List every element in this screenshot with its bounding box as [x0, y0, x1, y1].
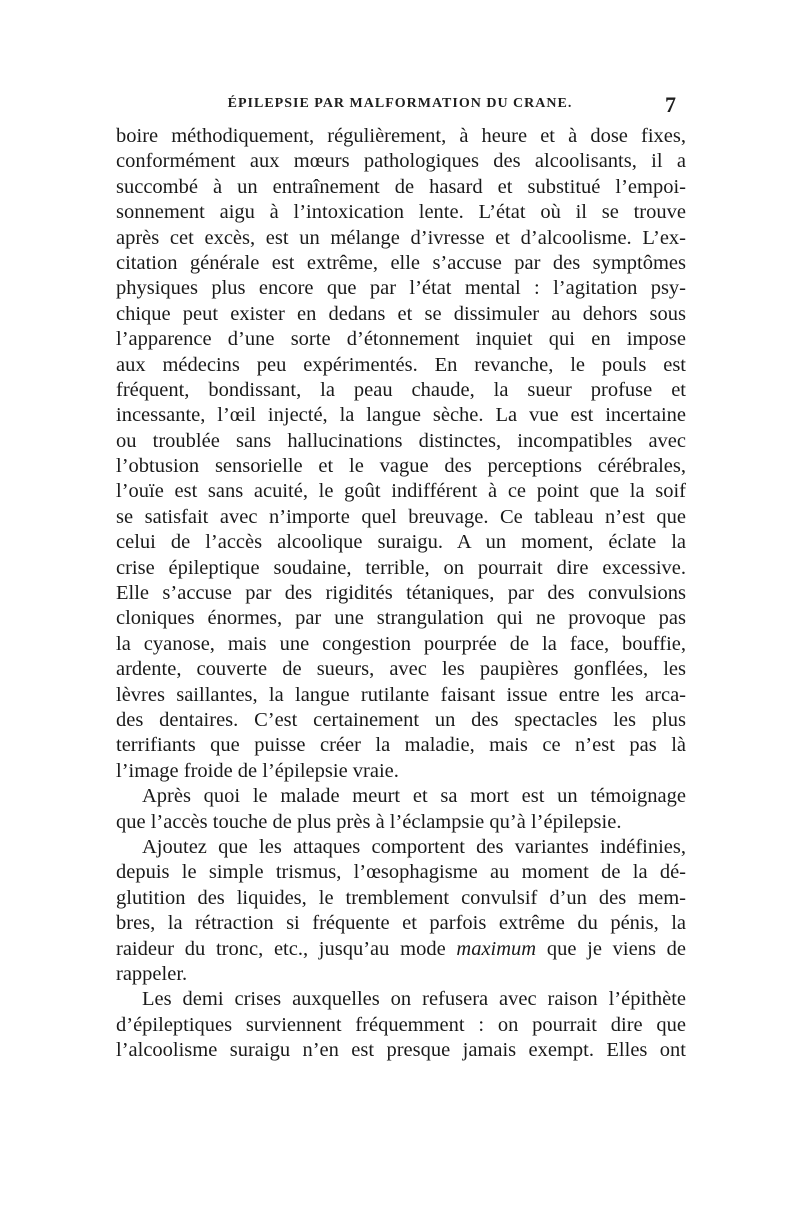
text-line: ou troublée sans hallucinations distinctes, incompatibles avec	[116, 429, 686, 452]
text-line: physiques plus encore que par l’état mental : l’agitation psy-	[116, 277, 686, 300]
text-line: l’alcoolisme suraigu n’en est presque jamais exempt. Elles ont	[116, 1039, 686, 1062]
page-header	[116, 92, 684, 120]
text-line: après cet excès, est un mélange d’ivresse et d’alcoolisme. L’ex-	[116, 226, 686, 249]
text-line: boire méthodiquement, régulièrement, à heure et à dose fixes,	[116, 125, 686, 147]
text-line: succombé à un entraînement de hasard et substitué l’empoi-	[116, 175, 686, 198]
text-line: chique peut exister en dedans et se dissimuler au dehors sous	[116, 302, 686, 325]
text-line: des dentaires. C’est certainement un des spectacles les plus	[116, 708, 686, 731]
text-line: ardente, couverte de sueurs, avec les paupières gonflées, les	[116, 658, 686, 681]
text-line: citation générale est extrême, elle s’accuse par des symptômes	[116, 251, 686, 274]
text-line: aux médecins peu expérimentés. En revanche, le pouls est	[116, 353, 686, 376]
text-line: Les demi crises auxquelles on refusera avec raison l’épithète	[142, 988, 686, 1011]
text-line: cloniques énormes, par une strangulation qui ne provoque pas	[116, 607, 686, 630]
text-line: l’ouïe est sans acuité, le goût indifférent à ce point que la soif	[116, 480, 686, 503]
text-line: d’épileptiques surviennent fréquemment : on pourrait dire que	[116, 1013, 686, 1036]
italic-word: maximum	[456, 937, 537, 960]
text-line: que l’accès touche de plus près à l’éclampsie qu’à l’épilepsie.	[116, 810, 622, 833]
text-line: l’apparence d’une sorte d’étonnement inquiet qui en impose	[116, 328, 686, 351]
text-line: Elle s’accuse par des rigidités tétaniques, par des convulsions	[116, 582, 686, 605]
page-number: 7	[665, 92, 676, 117]
text-line: la cyanose, mais une congestion pourprée de la face, bouffie,	[116, 632, 686, 655]
text-line: depuis le simple trismus, l’œsophagisme au moment de la dé-	[116, 861, 686, 884]
running-title: ÉPILEPSIE PAR MALFORMATION DU CRANE.	[227, 96, 573, 111]
text-line: incessante, l’œil injecté, la langue sèche. La vue est incertaine	[116, 404, 686, 427]
text-segment: raideur du tronc, etc., jusqu’au mode	[116, 937, 446, 960]
text-line: sonnement aigu à l’intoxication lente. L’état où il se trouve	[116, 201, 686, 224]
text-line: lèvres saillantes, la langue rutilante faisant issue entre les arca-	[116, 683, 686, 706]
text-line: fréquent, bondissant, la peau chaude, la sueur profuse et	[116, 378, 686, 401]
text-line: l’image froide de l’épilepsie vraie.	[116, 759, 399, 782]
text-line: conformément aux mœurs pathologiques des alcoolisants, il a	[116, 150, 686, 173]
text-line: Ajoutez que les attaques comportent des variantes indéfinies,	[142, 835, 686, 858]
text-line: l’obtusion sensorielle et le vague des perceptions cérébrales,	[116, 455, 686, 478]
text-line: se satisfait avec n’importe quel breuvage. Ce tableau n’est que	[116, 505, 686, 528]
text-line: terrifiants que puisse créer la maladie, mais ce n’est pas là	[116, 734, 686, 757]
text-segment: que je viens de	[536, 937, 686, 960]
text-line: crise épileptique soudaine, terrible, on pourrait dire excessive.	[116, 556, 686, 579]
text-line: rappeler.	[116, 962, 188, 985]
text-line: glutition des liquides, le tremblement convulsif d’un des mem-	[116, 886, 686, 909]
text-line-with-italic	[116, 937, 686, 962]
text-line: Après quoi le malade meurt et sa mort est un témoignage	[142, 785, 686, 808]
text-line: celui de l’accès alcoolique suraigu. A un moment, éclate la	[116, 531, 686, 554]
text-line: bres, la rétraction si fréquente et parfois extrême du pénis, la	[116, 912, 686, 935]
body-text	[116, 124, 686, 1063]
